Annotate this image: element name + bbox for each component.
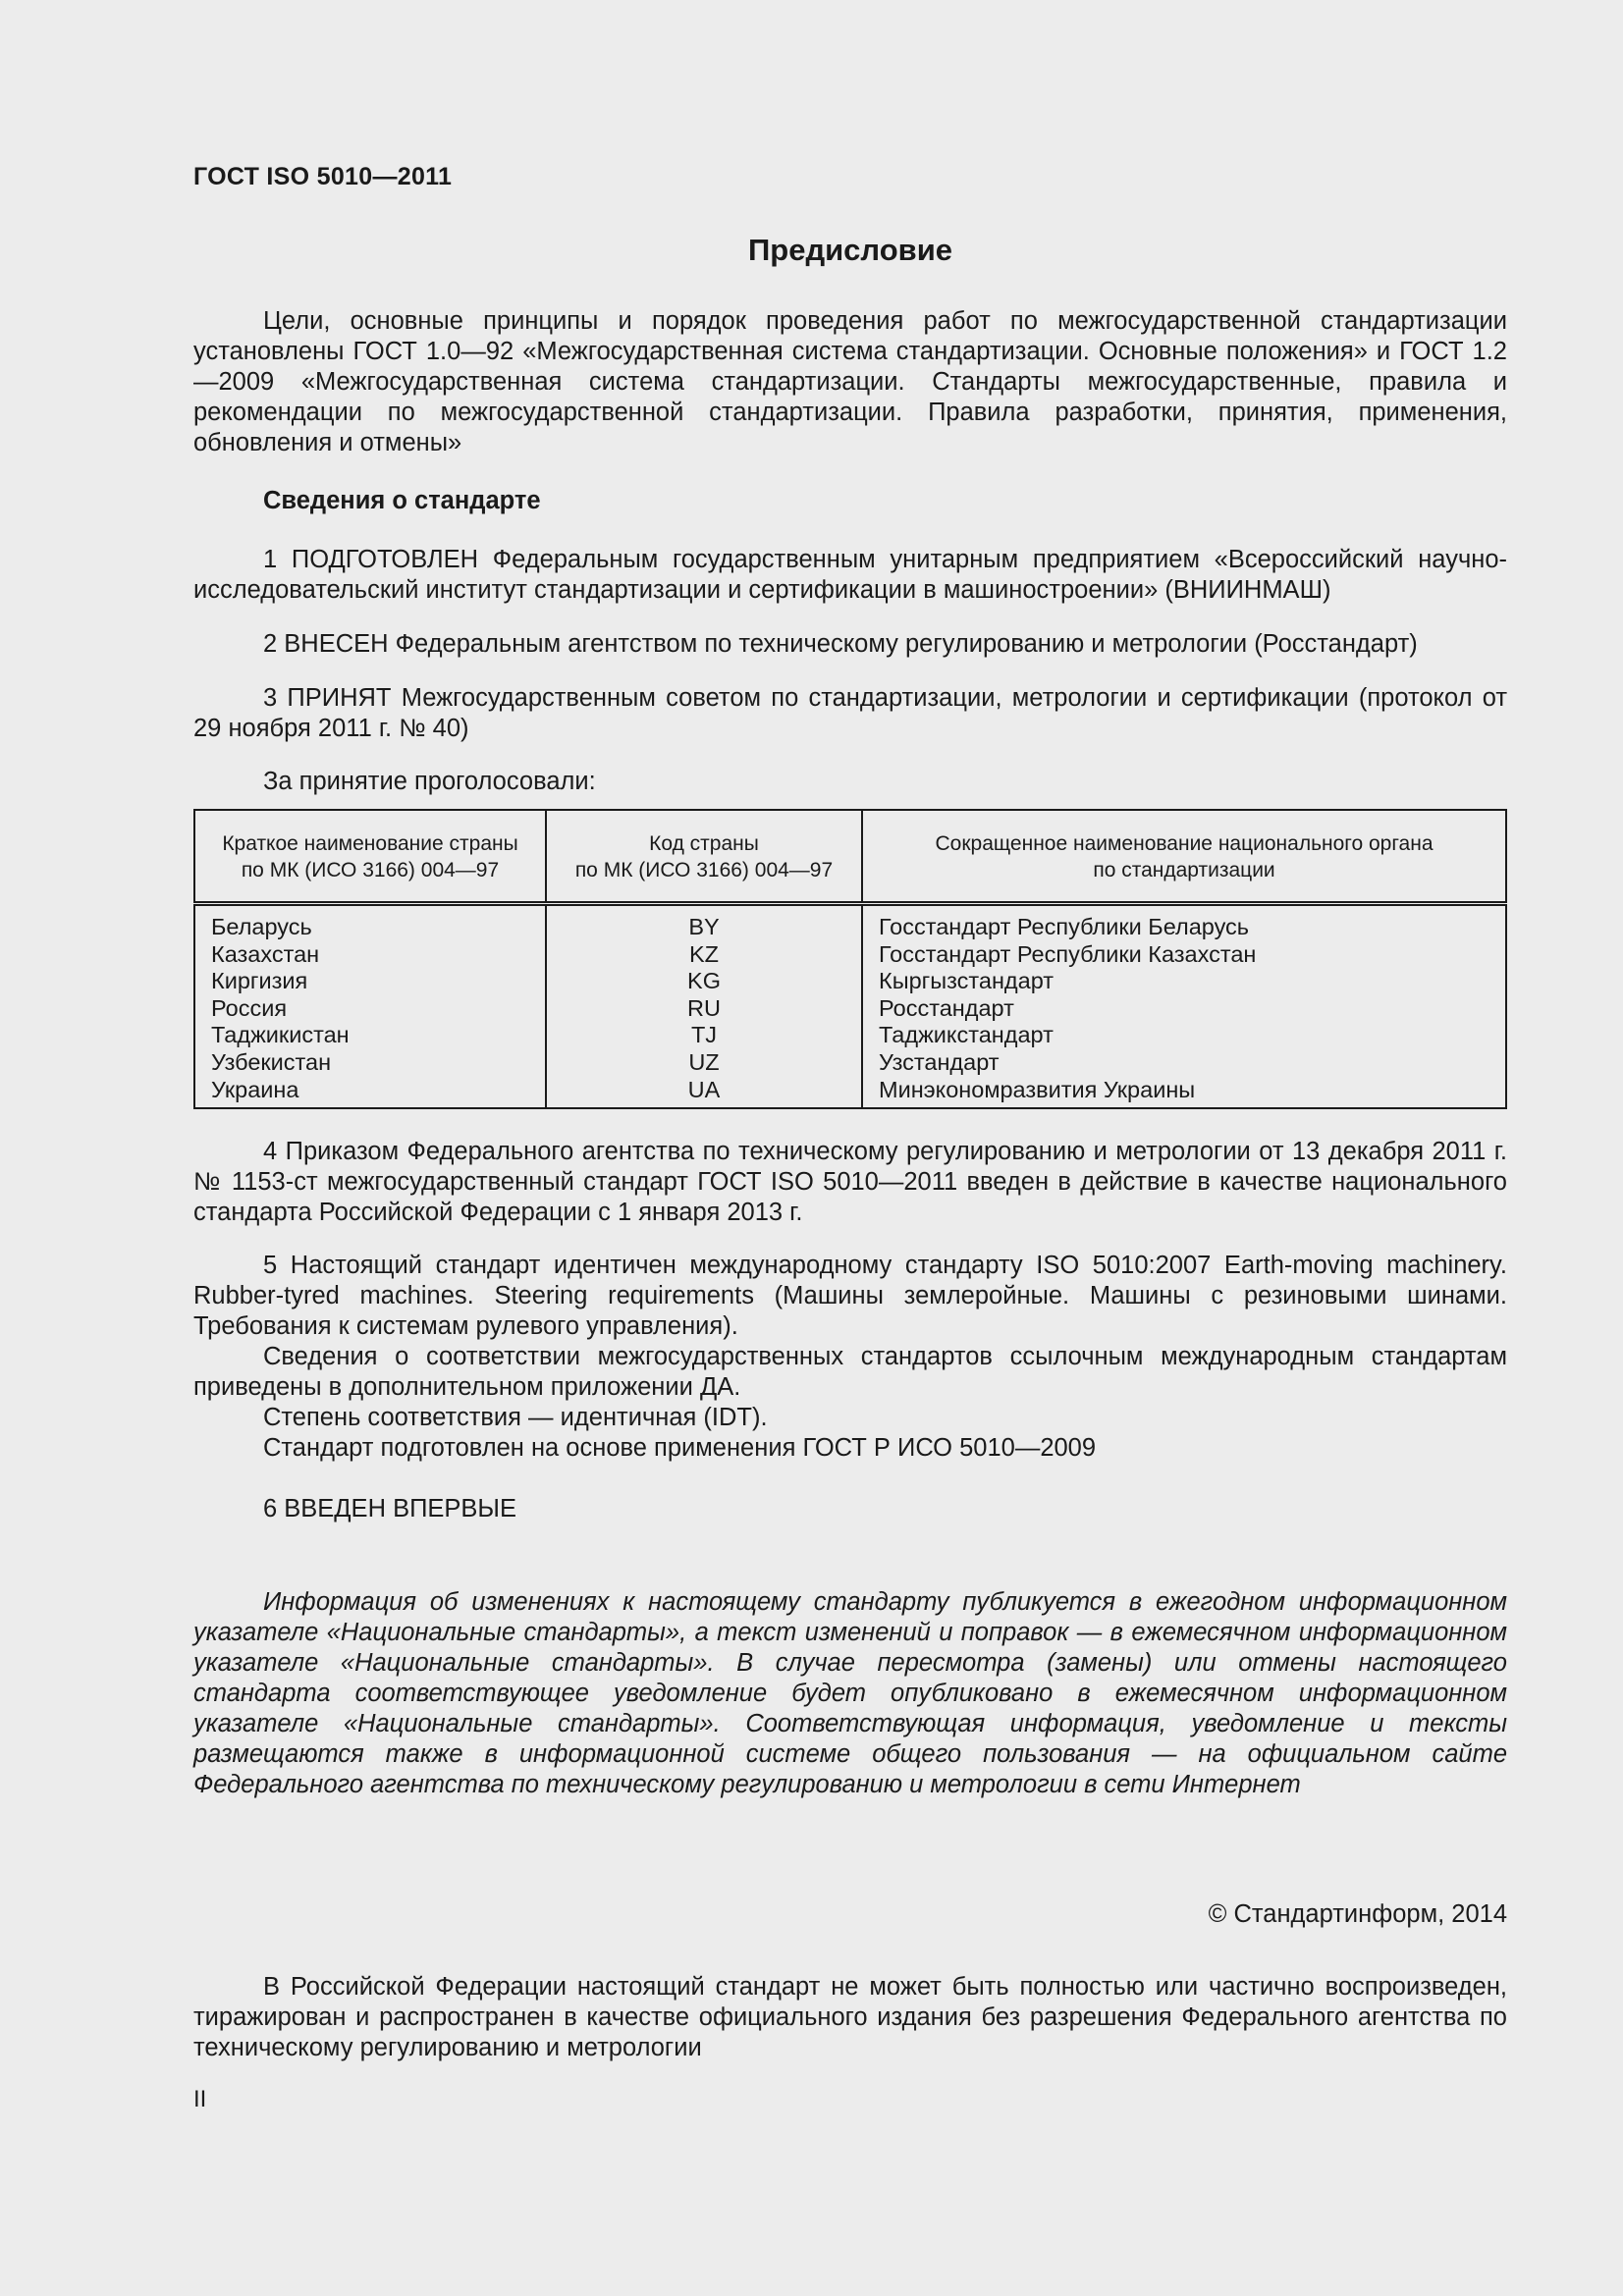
code-cell: KG — [546, 968, 862, 995]
table-row — [194, 904, 1506, 941]
item-6-block — [193, 1494, 1507, 1524]
changes-info-block — [193, 1587, 1507, 1800]
code-cell: TJ — [546, 1022, 862, 1049]
item-1: 1 ПОДГОТОВЛЕН Федеральным государственным унитарным предприятием «Всероссийский научно-исследовательский институт стандартизации и сертификации в машиностроении» (ВНИИНМАШ) — [193, 546, 1507, 604]
body-cell: Госстандарт Республики Казахстан — [862, 941, 1506, 969]
intro-paragraph: Цели, основные принципы и порядок проведения работ по межгосударственной стандартизации установлены ГОСТ 1.0—92 «Межгосударственная система стандартизации. Основные положения» и ГОСТ 1.2—2009 «Межгосударственная система стандартизации. Стандарты межгосударственные, правила и рекомендации по межгосударственной стандартизации. Правила разработки, принятия, применения, обновления и отмены» — [193, 307, 1507, 456]
item-4-block — [193, 1137, 1507, 1228]
voted-label-block — [193, 767, 1507, 797]
body-cell: Минэкономразвития Украины — [862, 1077, 1506, 1109]
item-3: 3 ПРИНЯТ Межгосударственным советом по стандартизации, метрологии и сертификации (протокол от 29 ноября 2011 г. № 40) — [193, 684, 1507, 742]
body-cell: Госстандарт Республики Беларусь — [862, 904, 1506, 941]
item-5-block — [193, 1251, 1507, 1464]
country-cell: Киргизия — [211, 968, 308, 994]
country-cell: Узбекистан — [211, 1048, 332, 1075]
country-cell: Казахстан — [211, 940, 320, 967]
copyright-notice: © Стандартинформ, 2014 — [1208, 1900, 1507, 1928]
code-cell: KZ — [546, 941, 862, 969]
item-1-block — [193, 545, 1507, 606]
code-cell: BY — [546, 904, 862, 941]
country-cell: Украина — [211, 1076, 299, 1102]
table-row — [194, 995, 1506, 1023]
item-6: 6 ВВЕДЕН ВПЕРВЫЕ — [263, 1495, 517, 1522]
item-5-references: Сведения о соответствии межгосударственных стандартов ссылочным международным стандартам приведены в дополнительном приложении ДА. — [193, 1343, 1507, 1401]
voted-label: За принятие проголосовали: — [263, 768, 596, 795]
item-5: 5 Настоящий стандарт идентичен международному стандарту ISO 5010:2007 Earth-moving machinery. Rubber-tyred machines. Steering requirements (Машины землеройные. Машины с резиновыми шинами. Требования к системам рулевого управления). — [193, 1252, 1507, 1340]
document-code: ГОСТ ISO 5010—2011 — [193, 163, 453, 190]
table-row — [194, 1077, 1506, 1109]
header-national-body — [862, 810, 1506, 904]
item-4: 4 Приказом Федерального агентства по техническому регулированию и метрологии от 13 декабря 2011 г. № 1153-ст межгосударственный стандарт ГОСТ ISO 5010—2011 введен в действие в качестве национального стандарта Российской Федерации с 1 января 2013 г. — [193, 1138, 1507, 1226]
country-cell: Россия — [211, 994, 288, 1021]
table-row — [194, 1022, 1506, 1049]
table-row — [194, 941, 1506, 969]
body-cell: Кыргызстандарт — [862, 968, 1506, 995]
voting-table — [193, 809, 1507, 1109]
page-title: Предисловие — [747, 233, 952, 267]
country-cell: Таджикистан — [211, 1022, 350, 1048]
reproduction-notice-block — [193, 1972, 1507, 2063]
body-cell: Узстандарт — [862, 1049, 1506, 1077]
item-5-basis: Стандарт подготовлен на основе применения ГОСТ Р ИСО 5010—2009 — [263, 1434, 1097, 1462]
info-heading-block — [193, 486, 1507, 516]
code-cell: RU — [546, 995, 862, 1023]
info-heading: Сведения о стандарте — [263, 487, 541, 514]
header-country-code-text: Код страны по МК (ИСО 3166) 004—97 — [574, 832, 834, 881]
table-header-row — [194, 810, 1506, 904]
body-cell: Таджикстандарт — [862, 1022, 1506, 1049]
table-row — [194, 1049, 1506, 1077]
table-row — [194, 968, 1506, 995]
country-cell: Беларусь — [211, 914, 312, 939]
page-number: II — [193, 2086, 207, 2112]
item-2: 2 ВНЕСЕН Федеральным агентством по техническому регулированию и метрологии (Росстандарт) — [263, 630, 1418, 658]
item-3-block — [193, 683, 1507, 744]
header-national-body-text: Сокращенное наименование национального органа по стандартизации — [935, 832, 1434, 881]
header-country-name-text: Краткое наименование страны по МК (ИСО 3166) 004—97 — [222, 832, 518, 881]
changes-info: Информация об изменениях к настоящему стандарту публикуется в ежегодном информационном указателе «Национальные стандарты», а текст изменений и поправок — в ежемесячном информационном указателе «Национальные стандарты». В случае пересмотра (замены) или отмены настоящего стандарта соответствующее уведомление будет опубликовано в ежемесячном информационном указателе «Национальные стандарты». Соответствующая информация, уведомление и тексты размещаются также в информационной системе общего пользования — на официальном сайте Федерального агентства по техническому регулированию и метрологии в сети Интернет — [193, 1588, 1507, 1798]
intro-section — [193, 306, 1507, 458]
header-country-name — [194, 810, 546, 904]
body-cell: Росстандарт — [862, 995, 1506, 1023]
item-5-degree: Степень соответствия — идентичная (IDT). — [263, 1404, 768, 1431]
code-cell: UA — [546, 1077, 862, 1109]
header-country-code — [546, 810, 862, 904]
item-2-block — [193, 629, 1507, 660]
code-cell: UZ — [546, 1049, 862, 1077]
reproduction-notice: В Российской Федерации настоящий стандарт не может быть полностью или частично воспроизведен, тиражирован и распространен в качестве официального издания без разрешения Федерального агентства по техническому регулированию и метрологии — [193, 1973, 1507, 2061]
